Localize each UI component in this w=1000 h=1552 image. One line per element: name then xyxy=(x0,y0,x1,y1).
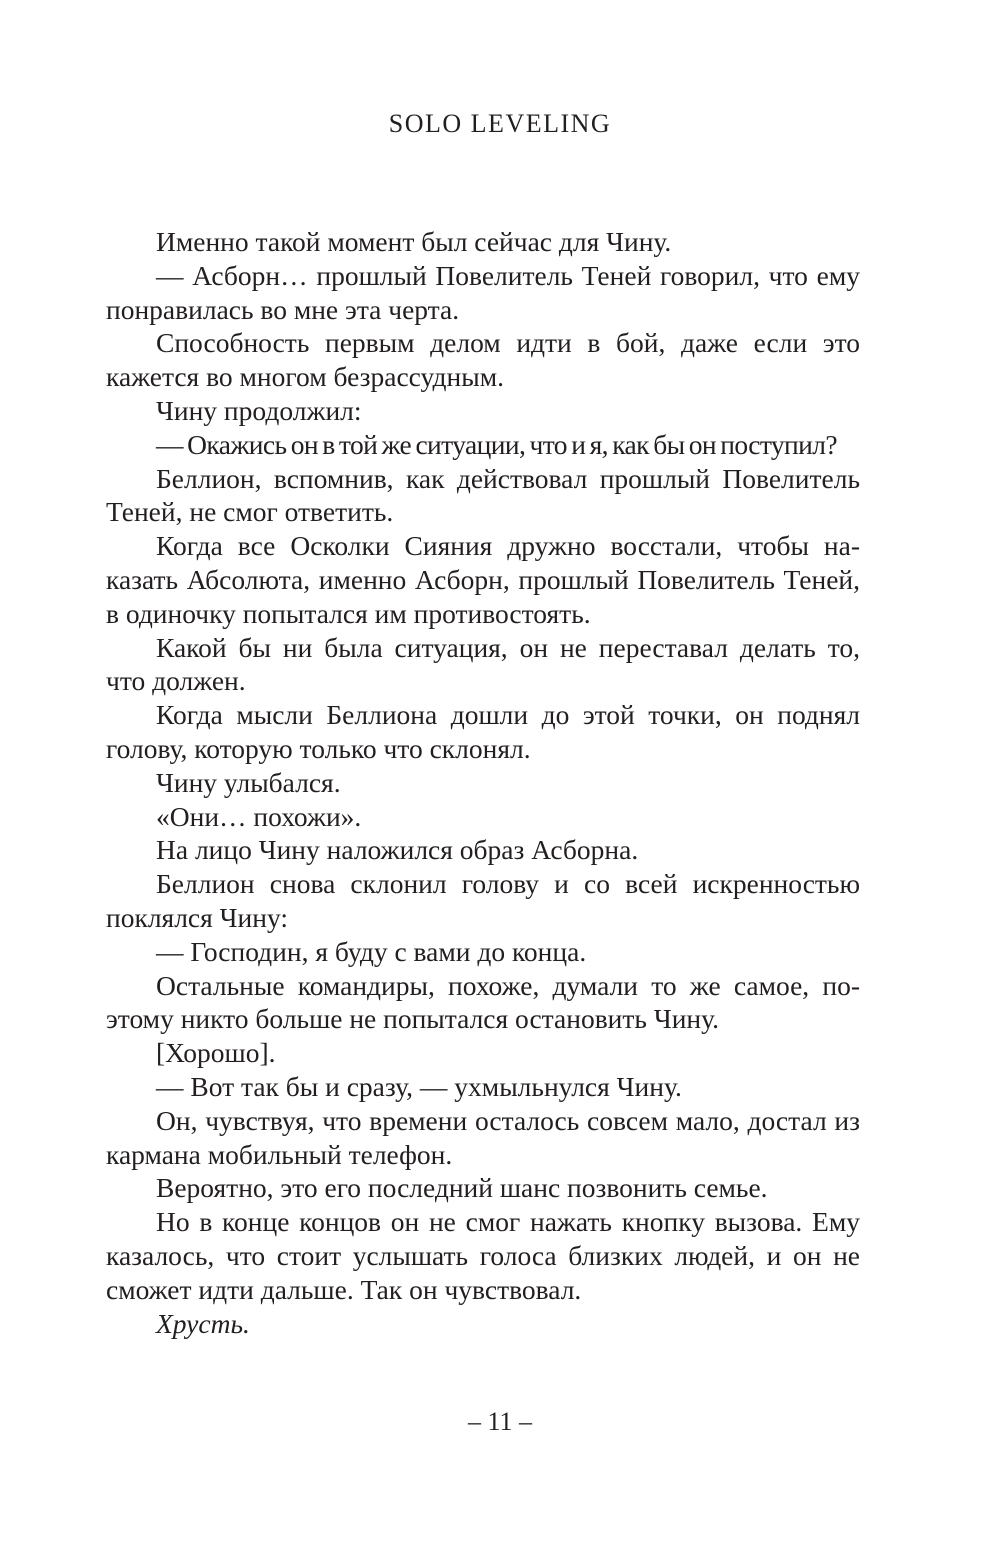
paragraph-19: Вероятно, это его последний шанс позвонить семье. xyxy=(156,1172,768,1204)
page-number: – 11 – xyxy=(467,1407,533,1436)
paragraph-21: Хрусть. xyxy=(156,1307,250,1339)
paragraph-16: [Хорошо]. xyxy=(156,1037,276,1069)
paragraph-5: — Окажись он в той же ситуации, что и я, как бы он поступил? xyxy=(156,428,838,460)
paragraph-17: — Вот так бы и сразу, — ухмыльнулся Чину. xyxy=(156,1070,682,1102)
paragraph-2: — Асборн… прошлый Повелитель Теней говорил, что ему понравилась во мне эта черта. xyxy=(106,259,860,325)
paragraph-6: Беллион, вспомнив, как действовал прошлый Повелитель Теней, не смог ответить. xyxy=(106,462,860,528)
paragraph-8: Какой бы ни была ситуация, он не переставал делать то, что должен. xyxy=(106,631,860,697)
running-title: SOLO LEVELING xyxy=(388,109,612,138)
paragraph-13: Беллион снова склонил голову и со всей искренностью поклялся Чину: xyxy=(106,868,860,933)
paragraph-20: Но в конце концов он не смог нажать кнопку вызова. Ему казалось, что стоит услышать голоса близких людей, и он не сможет идти дальше. Так он чувствовал. xyxy=(106,1206,860,1305)
paragraph-11: «Они… похожи». xyxy=(156,800,362,832)
paragraph-7: Когда все Осколки Сияния дружно восстали, чтобы наказать Абсолюта, именно Асборн, прошлый Повелитель Теней, в одиночку попытался им противостоять. xyxy=(106,530,860,629)
body-text xyxy=(106,225,860,1340)
paragraph-10: Чину улыбался. xyxy=(156,766,341,798)
paragraph-4: Чину продолжил: xyxy=(156,394,362,426)
paragraph-18: Он, чувствуя, что времени осталось совсем мало, достал из кармана мобильный телефон. xyxy=(106,1104,860,1170)
paragraph-3: Способность первым делом идти в бой, даже если это кажется во многом безрассудным. xyxy=(106,327,860,393)
paragraph-12: На лицо Чину наложился образ Асборна. xyxy=(156,834,639,866)
paragraph-9: Когда мысли Беллиона дошли до этой точки, он поднял голову, которую только что склонял. xyxy=(106,699,860,764)
paragraph-14: — Господин, я буду с вами до конца. xyxy=(156,935,587,967)
paragraph-15: Остальные командиры, похоже, думали то же самое, поэтому никто больше не попытался остановить Чину. xyxy=(106,969,860,1035)
paragraph-1: Именно такой момент был сейчас для Чину. xyxy=(156,226,672,257)
